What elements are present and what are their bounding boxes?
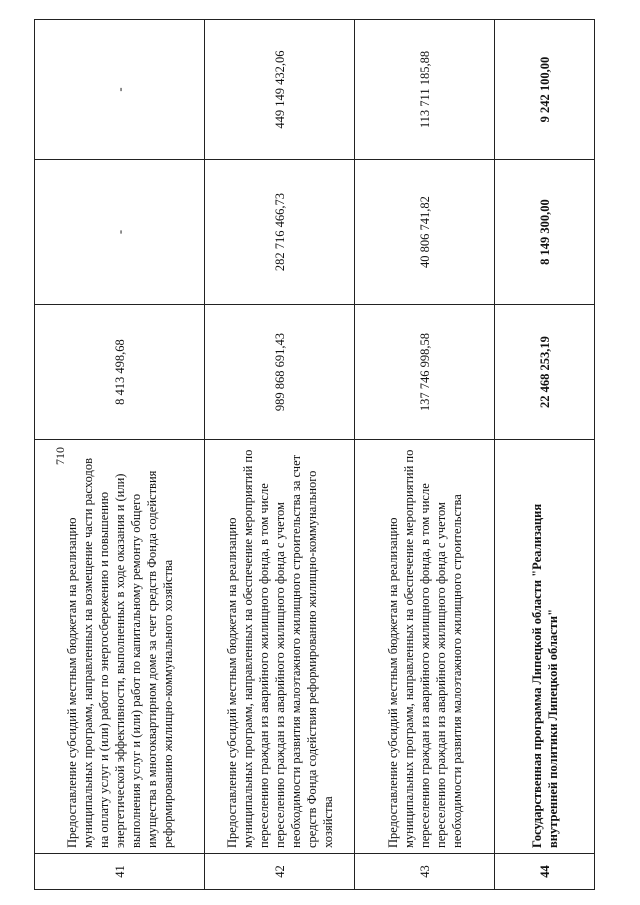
budget-table bbox=[34, 19, 595, 890]
table-row bbox=[355, 20, 495, 890]
table-row bbox=[205, 20, 355, 890]
row-value-2: 282 716 466,73 bbox=[205, 160, 355, 305]
row-value-3: 113 711 185,88 bbox=[355, 20, 495, 160]
row-number: 43 bbox=[355, 854, 495, 890]
table-row-total bbox=[495, 20, 595, 890]
row-value-3: 449 149 432,06 bbox=[205, 20, 355, 160]
row-value-3: - bbox=[35, 20, 205, 160]
row-value-3: 9 242 100,00 bbox=[495, 20, 595, 160]
row-value-2: 40 806 741,82 bbox=[355, 160, 495, 305]
row-value-1: 22 468 253,19 bbox=[495, 305, 595, 440]
page-number: 710 bbox=[53, 447, 67, 465]
row-value-1: 137 746 998,58 bbox=[355, 305, 495, 440]
row-description: Предоставление субсидий местным бюджетам на реализацию муниципальных программ, направленных на обеспечение мероприятий по переселению граждан из аварийного жилищного фонда, в том числе переселению граждан из аварийного жилищного фонда с учетом необходимости развития малоэтажного жилищного строительства за счет средств Фонда содействия реформированию жилищно-коммунального хозяйства bbox=[205, 440, 355, 854]
row-number: 44 bbox=[495, 854, 595, 890]
rotated-page bbox=[34, 20, 594, 890]
row-description: Государственная программа Липецкой области "Реализация внутренней политики Липецкой области" bbox=[495, 440, 595, 854]
table-row bbox=[35, 20, 205, 890]
row-number: 41 bbox=[35, 854, 205, 890]
row-description: Предоставление субсидий местным бюджетам на реализацию муниципальных программ, направленных на возмещение части расходов на оплату услуг и (или) работ по энергосбережению и повышению энергетической эффективности, выполненных в ходе оказания и (или) выполнения услуг и (или) работ по капитальному ремонту общего имущества в многоквартирном доме за счет средств Фонда содействия реформированию жилищно-коммунального хозяйства bbox=[35, 440, 205, 854]
row-value-1: 989 868 691,43 bbox=[205, 305, 355, 440]
row-number: 42 bbox=[205, 854, 355, 890]
table-container bbox=[34, 20, 594, 890]
row-description: Предоставление субсидий местным бюджетам на реализацию муниципальных программ, направленных на обеспечение мероприятий по переселению граждан из аварийного жилищного фонда, в том числе переселению граждан из аварийного жилищного фонда с учетом необходимости развития малоэтажного жилищного строительства bbox=[355, 440, 495, 854]
row-value-2: - bbox=[35, 160, 205, 305]
row-value-2: 8 149 300,00 bbox=[495, 160, 595, 305]
row-value-1: 8 413 498,68 bbox=[35, 305, 205, 440]
